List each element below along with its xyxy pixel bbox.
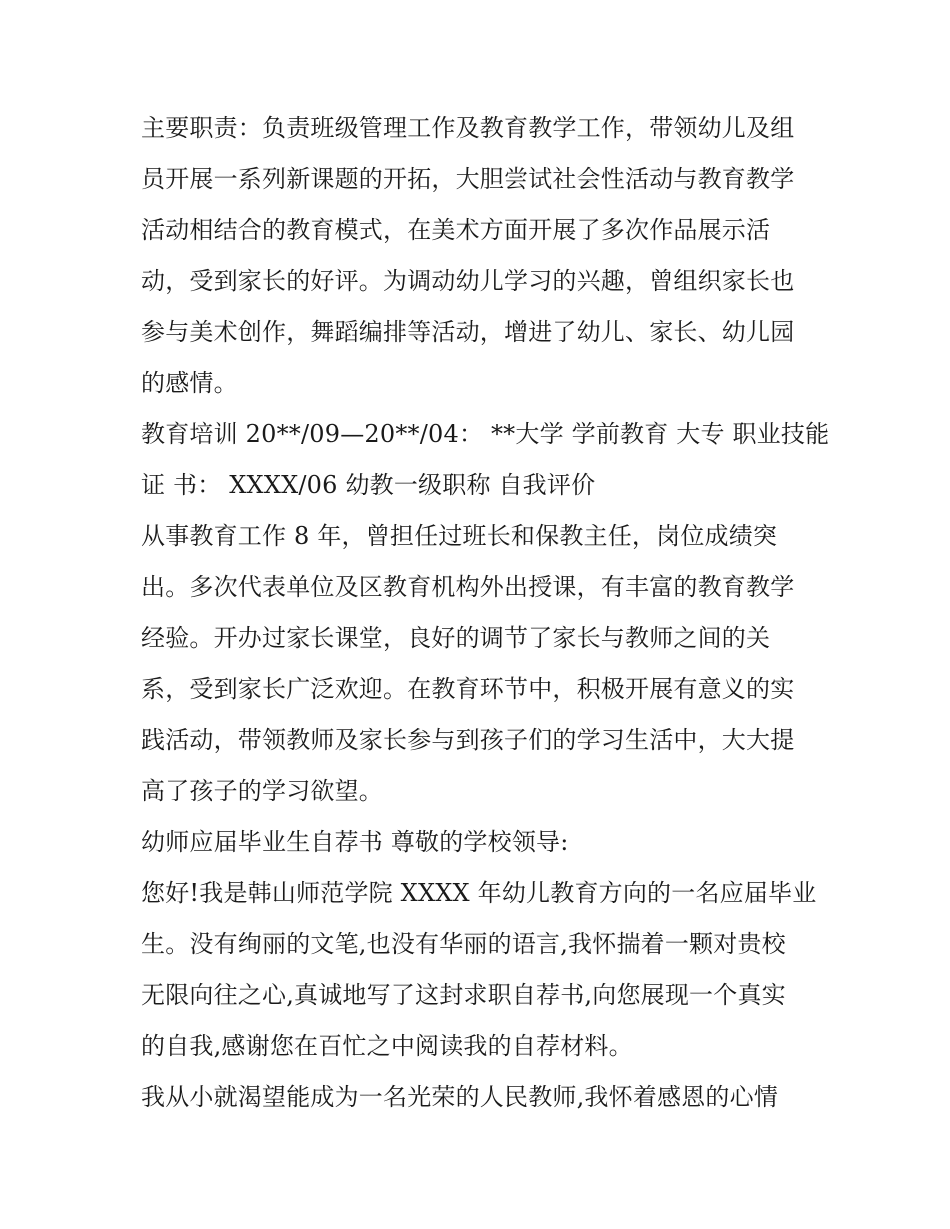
text-line: 您好!我是韩山师范学院 XXXX 年幼儿教育方向的一名应届毕业 — [141, 879, 817, 907]
text-line: 我从小就渴望能成为一名光荣的人民教师,我怀着感恩的心情 — [141, 1083, 779, 1111]
text-line: 动，受到家长的好评。为调动幼儿学习的兴趣，曾组织家长也 — [141, 267, 795, 295]
text-line: 无限向往之心,真诚地写了这封求职自荐书,向您展现一个真实 — [141, 981, 786, 1009]
text-line: 主要职责：负责班级管理工作及教育教学工作，带领幼儿及组 — [141, 114, 795, 142]
text-line: 出。多次代表单位及区教育机构外出授课，有丰富的教育教学 — [141, 573, 795, 601]
text-line: 活动相结合的教育模式，在美术方面开展了多次作品展示活 — [141, 216, 771, 244]
text-line: 系，受到家长广泛欢迎。在教育环节中，积极开展有意义的实 — [141, 675, 795, 703]
text-line: 的感情。 — [141, 369, 238, 397]
text-line: 教育培训 20**/09—20**/04： **大学 学前教育 大专 职业技能 — [141, 420, 830, 448]
text-line: 从事教育工作 8 年，曾担任过班长和保教主任，岗位成绩突 — [141, 522, 778, 550]
text-line: 参与美术创作，舞蹈编排等活动，增进了幼儿、家长、幼儿园 — [141, 318, 795, 346]
text-line: 践活动，带领教师及家长参与到孩子们的学习生活中，大大提 — [141, 726, 795, 754]
text-line: 证 书： XXXX/06 幼教一级职称 自我评价 — [141, 471, 596, 499]
text-line: 经验。开办过家长课堂，良好的调节了家长与教师之间的关 — [141, 624, 771, 652]
text-line: 员开展一系列新课题的开拓，大胆尝试社会性活动与教育教学 — [141, 165, 795, 193]
text-line: 的自我,感谢您在百忙之中阅读我的自荐材料。 — [141, 1032, 633, 1060]
text-line: 幼师应届毕业生自荐书 尊敬的学校领导: — [141, 828, 569, 856]
text-line: 高了孩子的学习欲望。 — [141, 777, 383, 805]
text-line: 生。没有绚丽的文笔,也没有华丽的语言,我怀揣着一颗对贵校 — [141, 930, 786, 958]
